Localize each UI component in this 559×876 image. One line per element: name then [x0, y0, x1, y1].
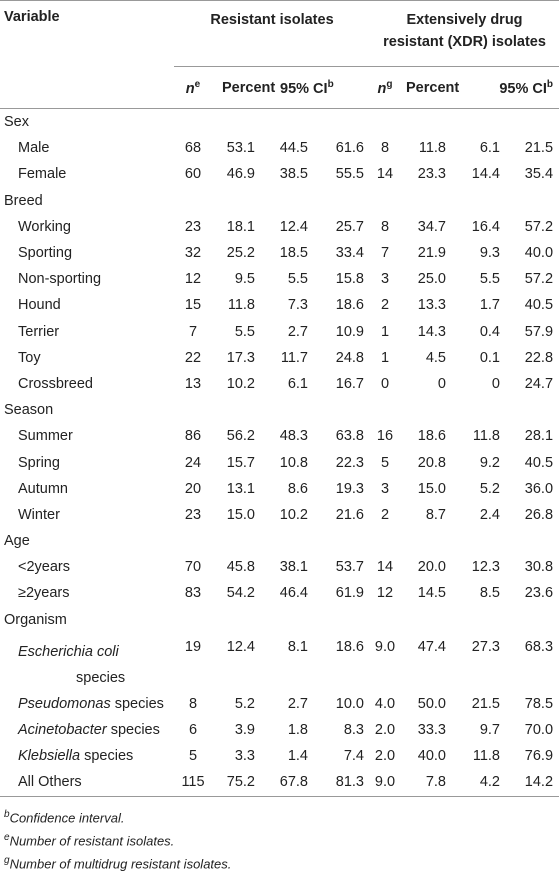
cell-ci-high-resistant: 21.6 [335, 506, 364, 523]
cell-n-xdr: 8 [380, 218, 390, 235]
table-row [0, 371, 559, 397]
cell-percent-resistant: 25.2 [226, 245, 255, 262]
row-label: Male [18, 140, 50, 157]
cell-ci-high-xdr: 28.1 [524, 428, 554, 445]
footnote-marker: e [4, 831, 10, 843]
cell-n-xdr: 5 [380, 454, 390, 471]
cell-percent-xdr: 50.0 [417, 695, 446, 712]
cell-ci-low-xdr: 11.8 [472, 748, 500, 765]
cell-ci-high-resistant: 18.6 [335, 297, 364, 314]
cell-percent-resistant: 18.1 [226, 218, 255, 235]
cell-n-xdr: 3 [380, 271, 390, 288]
row-label: Working [18, 218, 71, 235]
section-title: Organism [4, 611, 67, 628]
cell-n-xdr: 4.0 [374, 695, 396, 712]
cell-ci-high-xdr: 26.8 [524, 506, 554, 523]
cell-n-resistant: 83 [184, 585, 202, 602]
cell-percent-xdr: 14.3 [417, 323, 446, 340]
cell-n-resistant: 70 [184, 559, 202, 576]
table-row [0, 161, 559, 187]
row-label: Hound [18, 297, 61, 314]
table-row [0, 502, 559, 528]
row-label-italic: Pseudomonas [18, 695, 111, 712]
cell-ci-low-resistant: 2.7 [287, 695, 308, 712]
cell-n-xdr: 7 [380, 245, 390, 262]
section-title: Sex [4, 114, 29, 131]
cell-ci-low-resistant: 44.5 [279, 140, 308, 157]
cell-n-xdr: 1 [380, 349, 390, 366]
row-label-italic: Acinetobacter [18, 722, 107, 739]
cell-ci-high-resistant: 24.8 [335, 349, 364, 366]
header-ci-xdr: 95% $CI^b$ [499, 78, 554, 97]
cell-ci-high-resistant: 7.4 [343, 748, 364, 765]
cell-percent-xdr: 40.0 [417, 748, 446, 765]
cell-n-resistant: 22 [184, 349, 202, 366]
cell-ci-high-xdr: 78.5 [524, 695, 554, 712]
row-label-rest: species [106, 722, 160, 739]
cell-n-resistant: 60 [184, 166, 202, 183]
cell-ci-low-resistant: 8.6 [287, 480, 308, 497]
table-row [0, 554, 559, 580]
table-row [0, 266, 559, 292]
cell-ci-high-xdr: 22.8 [524, 349, 554, 366]
cell-n-xdr: 1 [380, 323, 390, 340]
footnote-marker: g [4, 855, 10, 867]
section-row [0, 188, 559, 214]
table-row [0, 769, 559, 796]
cell-ci-low-resistant: 67.8 [261, 769, 314, 796]
cell-percent-resistant: 75.2 [212, 769, 261, 796]
cell-ci-low-resistant: 18.5 [279, 245, 308, 262]
cell-ci-low-xdr: 5.5 [479, 271, 500, 288]
cell-percent-xdr: 20.8 [417, 454, 446, 471]
cell-n-resistant: 19 [184, 638, 202, 655]
cell-ci-high-xdr: 36.0 [524, 480, 554, 497]
cell-n-resistant: 20 [184, 480, 202, 497]
cell-percent-xdr: 14.5 [417, 585, 446, 602]
cell-ci-high-xdr: 57.9 [524, 323, 554, 340]
section-row [0, 607, 559, 633]
cell-ci-high-xdr: 21.5 [524, 140, 554, 157]
cell-ci-low-resistant: 7.3 [287, 297, 308, 314]
cell-n-resistant: 115 [174, 769, 212, 796]
cell-n-resistant: 6 [188, 722, 198, 739]
cell-ci-low-resistant: 12.4 [279, 218, 308, 235]
cell-n-resistant: 23 [184, 506, 202, 523]
row-label-italic: Klebsiella [18, 748, 81, 765]
cell-n-resistant: 5 [188, 748, 198, 765]
header-ci-resistant: 95% $CI^b$ [280, 78, 334, 97]
cell-percent-resistant: 10.2 [226, 375, 255, 392]
header-xdr-line1: Extensively drug [406, 12, 523, 28]
cell-n-xdr: 0 [380, 375, 390, 392]
cell-ci-high-resistant: 81.3 [314, 769, 370, 796]
table-row [0, 476, 559, 502]
cell-percent-resistant: 56.2 [226, 428, 255, 445]
cell-percent-resistant: 13.1 [226, 480, 255, 497]
table-header [0, 1, 559, 109]
row-label: Sporting [18, 245, 73, 262]
cell-n-xdr: 2.0 [374, 748, 396, 765]
cell-ci-high-xdr: 40.5 [524, 454, 554, 471]
row-label: ≥2years [18, 585, 70, 602]
cell-ci-high-resistant: 10.9 [335, 323, 364, 340]
cell-percent-resistant: 45.8 [226, 559, 255, 576]
footnote [4, 828, 559, 851]
cell-n-resistant: 24 [184, 454, 202, 471]
cell-percent-xdr: 0 [437, 375, 446, 392]
cell-n-resistant: 8 [188, 695, 198, 712]
table-row [0, 135, 559, 161]
row-label: <2years [18, 559, 70, 576]
cell-ci-low-xdr: 9.3 [479, 245, 500, 262]
row-label: Non-sporting [18, 271, 102, 288]
footnote [4, 851, 559, 874]
cell-ci-high-resistant: 61.9 [335, 585, 364, 602]
table-row [0, 345, 559, 371]
cell-ci-high-xdr: 14.2 [506, 769, 559, 796]
row-label [0, 743, 174, 769]
table-row [0, 214, 559, 240]
cell-ci-high-resistant: 53.7 [335, 559, 364, 576]
row-label: Spring [18, 454, 60, 471]
row-label-rest: species [80, 748, 134, 765]
cell-percent-resistant: 54.2 [226, 585, 255, 602]
cell-ci-high-resistant: 19.3 [335, 480, 364, 497]
cell-ci-high-resistant: 18.6 [335, 638, 364, 655]
cell-n-resistant: 7 [188, 323, 198, 340]
cell-percent-xdr: 13.3 [417, 297, 446, 314]
cell-percent-resistant: 17.3 [226, 349, 255, 366]
cell-ci-low-resistant: 1.4 [287, 748, 308, 765]
cell-ci-high-resistant: 22.3 [335, 454, 364, 471]
row-label [0, 691, 174, 717]
cell-ci-high-resistant: 16.7 [335, 375, 364, 392]
cell-ci-low-xdr: 0.4 [479, 323, 500, 340]
table-row [0, 292, 559, 318]
section-row [0, 528, 559, 554]
cell-percent-resistant: 46.9 [226, 166, 255, 183]
cell-ci-low-resistant: 8.1 [287, 638, 308, 655]
header-percent-resistant: Percent [222, 79, 276, 96]
row-label: Terrier [18, 323, 60, 340]
cell-ci-low-xdr: 6.1 [479, 140, 500, 157]
section-title: Breed [4, 192, 43, 209]
header-n-resistant: $n^e$ [185, 78, 201, 97]
cell-percent-xdr: 7.8 [400, 769, 452, 796]
cell-n-resistant: 68 [184, 140, 202, 157]
cell-n-xdr: 14 [376, 166, 394, 183]
row-label [0, 717, 174, 743]
table-row [0, 580, 559, 606]
cell-percent-xdr: 34.7 [417, 218, 446, 235]
cell-n-xdr: 9.0 [374, 638, 396, 655]
cell-ci-low-resistant: 1.8 [287, 722, 308, 739]
cell-n-xdr: 16 [376, 428, 394, 445]
cell-ci-high-xdr: 35.4 [524, 166, 554, 183]
header-n-xdr: $n^g$ [377, 78, 393, 97]
cell-ci-high-resistant: 63.8 [335, 428, 364, 445]
footnote [4, 805, 559, 828]
cell-ci-high-xdr: 76.9 [524, 748, 554, 765]
cell-percent-resistant: 5.2 [234, 695, 255, 712]
cell-ci-low-xdr: 8.5 [479, 585, 500, 602]
header-resistant-isolates: Resistant isolates [174, 1, 370, 67]
header-variable: Variable [4, 9, 60, 25]
table-footnotes [0, 805, 559, 875]
cell-ci-low-xdr: 9.2 [479, 454, 500, 471]
table-row [0, 691, 559, 717]
row-label-rest: All Others [18, 774, 82, 791]
cell-ci-high-xdr: 23.6 [524, 585, 554, 602]
header-xdr-isolates [370, 1, 559, 67]
cell-ci-high-resistant: 55.5 [335, 166, 364, 183]
cell-percent-resistant: 3.9 [234, 722, 255, 739]
cell-ci-low-resistant: 46.4 [279, 585, 308, 602]
cell-n-resistant: 32 [184, 245, 202, 262]
section-title: Age [4, 533, 30, 550]
row-label: Autumn [18, 480, 68, 497]
row-label: Crossbreed [18, 375, 93, 392]
cell-percent-xdr: 8.7 [425, 506, 446, 523]
table-body [0, 109, 559, 797]
cell-n-resistant: 13 [184, 375, 202, 392]
cell-percent-resistant: 12.4 [226, 638, 255, 655]
cell-ci-high-xdr: 57.2 [524, 218, 554, 235]
cell-n-resistant: 12 [184, 271, 202, 288]
cell-percent-xdr: 23.3 [417, 166, 446, 183]
cell-ci-high-xdr: 30.8 [524, 559, 554, 576]
cell-ci-low-resistant: 38.1 [279, 559, 308, 576]
table-row [0, 423, 559, 449]
cell-n-resistant: 86 [184, 428, 202, 445]
section-row [0, 109, 559, 136]
row-label: Summer [18, 428, 73, 445]
cell-percent-resistant: 15.0 [226, 506, 255, 523]
cell-ci-high-xdr: 40.5 [524, 297, 554, 314]
cell-n-xdr: 2 [380, 506, 390, 523]
row-label-rest: species [110, 695, 164, 712]
cell-ci-low-resistant: 11.7 [280, 349, 308, 366]
cell-percent-xdr: 47.4 [417, 638, 446, 655]
cell-ci-high-xdr: 70.0 [524, 722, 554, 739]
table-row [0, 633, 559, 691]
cell-n-resistant: 23 [184, 218, 202, 235]
cell-n-xdr: 3 [380, 480, 390, 497]
table-row [0, 319, 559, 345]
table-row [0, 240, 559, 266]
row-label-rest: species [76, 669, 126, 686]
table-row [0, 717, 559, 743]
cell-percent-xdr: 15.0 [417, 480, 446, 497]
cell-ci-low-xdr: 2.4 [479, 506, 500, 523]
cell-ci-low-xdr: 9.7 [479, 722, 500, 739]
cell-ci-low-xdr: 1.7 [479, 297, 500, 314]
header-blank [0, 67, 174, 109]
header-xdr-line2: resistant (XDR) isolates [383, 34, 546, 50]
cell-percent-resistant: 3.3 [234, 748, 255, 765]
cell-ci-high-resistant: 8.3 [343, 722, 364, 739]
row-label [0, 633, 174, 691]
footnote-text: Confidence interval. [9, 809, 125, 825]
table-row [0, 449, 559, 475]
cell-ci-high-xdr: 68.3 [524, 638, 554, 655]
cell-percent-xdr: 21.9 [417, 245, 446, 262]
cell-ci-low-resistant: 38.5 [279, 166, 308, 183]
cell-ci-low-resistant: 2.7 [287, 323, 308, 340]
cell-ci-low-xdr: 0 [491, 375, 500, 392]
footnote-text: Number of multidrug resistant isolates. [9, 856, 232, 872]
cell-ci-high-xdr: 57.2 [524, 271, 554, 288]
footnote-text: Number of resistant isolates. [9, 833, 175, 849]
cell-percent-resistant: 11.8 [227, 297, 255, 314]
cell-percent-xdr: 18.6 [417, 428, 446, 445]
footnote-marker: b [4, 808, 10, 820]
cell-ci-high-resistant: 25.7 [335, 218, 364, 235]
cell-percent-xdr: 25.0 [417, 271, 446, 288]
row-label: Toy [18, 349, 41, 366]
cell-n-resistant: 15 [184, 297, 202, 314]
row-label: Winter [18, 506, 60, 523]
cell-percent-xdr: 4.5 [425, 349, 446, 366]
cell-ci-high-resistant: 33.4 [335, 245, 364, 262]
cell-n-xdr: 9.0 [370, 769, 400, 796]
cell-percent-xdr: 20.0 [417, 559, 446, 576]
table-row [0, 743, 559, 769]
cell-percent-resistant: 5.5 [234, 323, 255, 340]
cell-ci-high-resistant: 61.6 [335, 140, 364, 157]
cell-ci-high-resistant: 10.0 [335, 695, 364, 712]
cell-ci-low-xdr: 14.4 [471, 166, 500, 183]
cell-ci-low-xdr: 11.8 [472, 428, 500, 445]
cell-ci-low-resistant: 10.8 [279, 454, 308, 471]
cell-n-xdr: 2 [380, 297, 390, 314]
cell-percent-xdr: 33.3 [417, 722, 446, 739]
section-row [0, 397, 559, 423]
cell-percent-xdr: 11.8 [418, 140, 446, 157]
cell-ci-low-xdr: 12.3 [471, 559, 500, 576]
cell-ci-low-xdr: 0.1 [479, 349, 500, 366]
cell-ci-low-resistant: 6.1 [287, 375, 308, 392]
cell-ci-high-xdr: 40.0 [524, 245, 554, 262]
cell-ci-low-xdr: 16.4 [471, 218, 500, 235]
cell-percent-resistant: 53.1 [226, 140, 255, 157]
cell-ci-low-xdr: 21.5 [471, 695, 500, 712]
row-label: Female [18, 166, 67, 183]
cell-ci-low-xdr: 4.2 [452, 769, 506, 796]
cell-n-xdr: 14 [376, 559, 394, 576]
header-percent-xdr: Percent [406, 79, 460, 96]
row-label [0, 769, 174, 796]
row-label-italic: Escherichia coli [18, 643, 119, 660]
cell-ci-low-xdr: 27.3 [471, 638, 500, 655]
cell-ci-high-resistant: 15.8 [335, 271, 364, 288]
cell-n-xdr: 8 [380, 140, 390, 157]
cell-percent-resistant: 9.5 [234, 271, 255, 288]
cell-ci-low-resistant: 10.2 [279, 506, 308, 523]
cell-ci-high-xdr: 24.7 [524, 375, 554, 392]
cell-ci-low-resistant: 5.5 [287, 271, 308, 288]
cell-n-xdr: 12 [376, 585, 394, 602]
cell-n-xdr: 2.0 [374, 722, 396, 739]
cell-percent-resistant: 15.7 [226, 454, 255, 471]
cell-ci-low-resistant: 48.3 [279, 428, 308, 445]
cell-ci-low-xdr: 5.2 [479, 480, 500, 497]
section-title: Season [4, 402, 54, 419]
